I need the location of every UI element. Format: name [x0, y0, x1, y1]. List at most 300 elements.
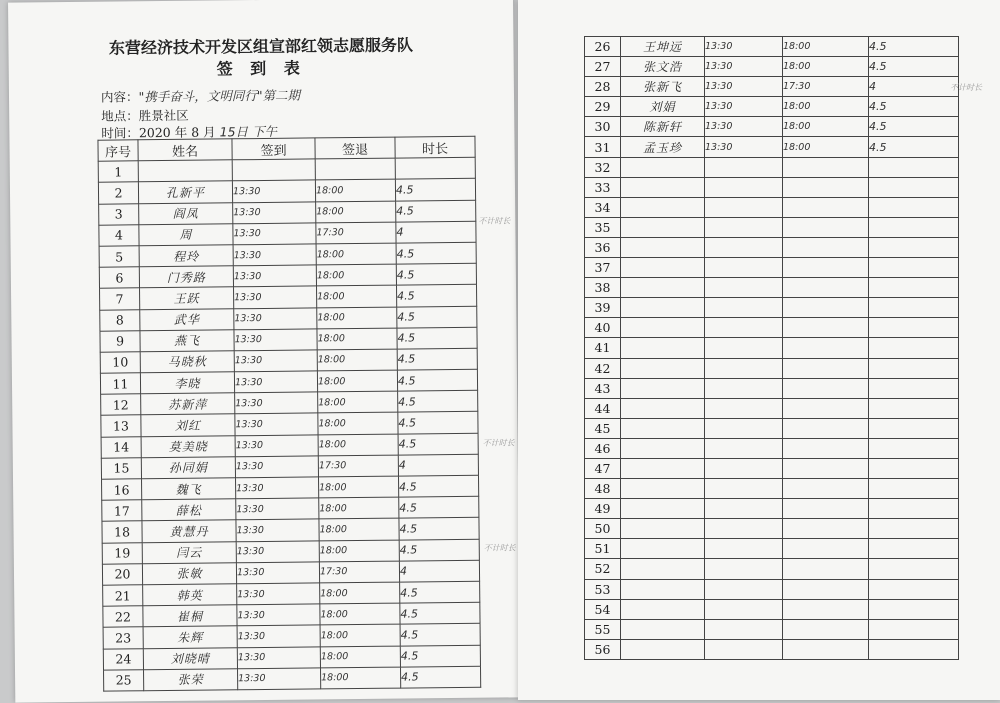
- row-sign-in: 13:30: [236, 562, 319, 584]
- row-sign-in: [705, 157, 783, 177]
- row-sign-in: 13:30: [234, 371, 317, 393]
- place-line: [101, 106, 189, 125]
- row-sign-out: 17:30: [319, 561, 399, 583]
- row-number: 3: [99, 203, 139, 225]
- row-duration: [869, 318, 959, 338]
- margin-note: 不计时长: [482, 438, 515, 448]
- row-sign-in: 13:30: [233, 244, 316, 266]
- table-row: [585, 318, 959, 338]
- row-duration: 4: [399, 560, 479, 582]
- row-number: 45: [585, 418, 621, 438]
- row-sign-in: [705, 479, 783, 499]
- row-name: [621, 258, 705, 278]
- row-duration: [869, 177, 959, 197]
- row-duration: 4.5: [396, 263, 476, 285]
- table-row: [585, 137, 959, 157]
- row-sign-out: 18:00: [319, 518, 399, 540]
- row-sign-out: [783, 298, 869, 318]
- margin-note: 不计时长: [478, 216, 511, 226]
- row-sign-in: [705, 519, 783, 539]
- row-sign-out: 18:00: [316, 264, 396, 286]
- row-sign-out: [783, 217, 869, 237]
- row-sign-in: 13:30: [233, 201, 316, 223]
- row-name: 黄慧丹: [142, 520, 236, 542]
- row-name: [621, 438, 705, 458]
- row-duration: [869, 237, 959, 257]
- row-duration: 4.5: [398, 475, 478, 497]
- row-number: 23: [103, 627, 143, 649]
- row-name: 张新飞: [621, 77, 705, 97]
- row-sign-in: [705, 438, 783, 458]
- row-name: [621, 398, 705, 418]
- content-label: 内容：: [100, 89, 139, 105]
- row-number: 1: [98, 161, 138, 183]
- row-sign-in: 13:30: [236, 477, 319, 499]
- table-row: [585, 438, 959, 458]
- row-number: 33: [585, 177, 621, 197]
- row-number: 25: [104, 669, 144, 691]
- row-sign-out: 18:00: [783, 117, 869, 137]
- row-name: 武华: [140, 308, 234, 330]
- row-number: 27: [585, 57, 621, 77]
- row-sign-out: [783, 378, 869, 398]
- row-sign-in: [705, 559, 783, 579]
- row-number: 10: [100, 352, 140, 374]
- row-duration: 4.5: [399, 539, 479, 561]
- row-duration: [869, 559, 959, 579]
- table-row: [585, 117, 959, 137]
- row-sign-in: 13:30: [235, 456, 318, 478]
- row-sign-in: [705, 458, 783, 478]
- row-sign-in: 13:30: [235, 435, 318, 457]
- row-duration: 4.5: [400, 666, 480, 688]
- row-duration: 4.5: [400, 645, 480, 667]
- row-duration: [869, 197, 959, 217]
- row-name: [621, 298, 705, 318]
- row-sign-in: 13:30: [235, 413, 318, 435]
- row-name: [621, 237, 705, 257]
- row-sign-out: [783, 458, 869, 478]
- row-number: 2: [98, 182, 138, 204]
- row-sign-out: [783, 438, 869, 458]
- row-duration: [869, 599, 959, 619]
- table-row: [585, 197, 959, 217]
- row-number: 28: [585, 77, 621, 97]
- row-sign-out: [783, 579, 869, 599]
- row-sign-out: 18:00: [316, 201, 396, 223]
- row-number: 14: [101, 436, 141, 458]
- header-duration: 时长: [395, 136, 475, 158]
- table-row: [585, 418, 959, 438]
- row-number: 50: [585, 519, 621, 539]
- row-duration: 4: [396, 221, 476, 243]
- row-sign-out: [783, 418, 869, 438]
- row-duration: [869, 217, 959, 237]
- row-sign-in: 13:30: [237, 604, 320, 626]
- row-name: 刘晓晴: [143, 647, 237, 669]
- row-duration: 4: [398, 454, 478, 476]
- table-row: [585, 217, 959, 237]
- row-sign-in: [705, 619, 783, 639]
- row-number: 51: [585, 539, 621, 559]
- row-sign-out: 18:00: [320, 624, 400, 646]
- row-name: 刘红: [141, 414, 235, 436]
- table-row: [585, 97, 959, 117]
- row-duration: [869, 639, 959, 659]
- row-sign-in: [705, 499, 783, 519]
- row-name: 苏新萍: [141, 393, 235, 415]
- row-name: [621, 479, 705, 499]
- table-row: [585, 519, 959, 539]
- row-number: 38: [585, 278, 621, 298]
- row-number: 5: [99, 246, 139, 268]
- row-name: 王坤远: [621, 37, 705, 57]
- row-sign-in: [232, 159, 315, 181]
- table-row: [104, 666, 481, 691]
- row-duration: 4.5: [869, 97, 959, 117]
- row-sign-out: [783, 177, 869, 197]
- row-number: 24: [103, 648, 143, 670]
- time-label: 时间：: [101, 125, 139, 141]
- row-sign-in: 13:30: [705, 77, 783, 97]
- row-duration: [869, 539, 959, 559]
- row-sign-in: 13:30: [234, 307, 317, 329]
- row-sign-in: 13:30: [237, 668, 320, 690]
- row-duration: [869, 338, 959, 358]
- margin-note: 不计时长: [950, 83, 982, 92]
- row-sign-in: [705, 418, 783, 438]
- row-duration: [869, 519, 959, 539]
- place-label: 地点：: [101, 108, 139, 124]
- row-number: 42: [585, 358, 621, 378]
- row-name: [621, 499, 705, 519]
- row-number: 55: [585, 619, 621, 639]
- row-sign-in: [705, 217, 783, 237]
- time-handwritten: 15日 下午: [219, 123, 278, 140]
- row-number: 17: [102, 500, 142, 522]
- table-row: [585, 37, 959, 57]
- header-name: 姓名: [138, 139, 232, 161]
- row-sign-out: 18:00: [318, 391, 398, 413]
- row-sign-out: [783, 519, 869, 539]
- row-name: [621, 559, 705, 579]
- table-row: [585, 258, 959, 278]
- row-number: 39: [585, 298, 621, 318]
- row-number: 6: [99, 267, 139, 289]
- row-duration: 4.5: [397, 327, 477, 349]
- table-row: [585, 499, 959, 519]
- row-number: 4: [99, 225, 139, 247]
- row-sign-out: 18:00: [320, 646, 400, 668]
- row-number: 34: [585, 197, 621, 217]
- row-number: 37: [585, 258, 621, 278]
- row-name: [621, 278, 705, 298]
- row-number: 21: [103, 585, 143, 607]
- row-number: 35: [585, 217, 621, 237]
- row-duration: [869, 358, 959, 378]
- row-name: 孙同娟: [141, 457, 235, 479]
- row-name: [138, 160, 232, 182]
- row-sign-in: [705, 639, 783, 659]
- row-sign-in: 13:30: [705, 117, 783, 137]
- row-number: 13: [101, 415, 141, 437]
- row-sign-out: 18:00: [318, 413, 398, 435]
- row-duration: [869, 418, 959, 438]
- row-sign-in: [705, 378, 783, 398]
- table-row: [585, 237, 959, 257]
- row-name: [621, 358, 705, 378]
- row-duration: [869, 579, 959, 599]
- row-number: 31: [585, 137, 621, 157]
- row-sign-out: [783, 358, 869, 378]
- row-sign-out: 18:00: [320, 582, 400, 604]
- row-duration: [869, 378, 959, 398]
- row-name: 崔桐: [143, 605, 237, 627]
- table-row: [585, 559, 959, 579]
- row-duration: [869, 438, 959, 458]
- row-sign-out: [783, 539, 869, 559]
- row-sign-out: 18:00: [783, 57, 869, 77]
- row-sign-in: [705, 398, 783, 418]
- document-subtitle: 签 到 表: [216, 58, 306, 79]
- row-sign-in: [705, 599, 783, 619]
- row-name: 刘娟: [621, 97, 705, 117]
- row-name: [621, 177, 705, 197]
- row-name: [621, 519, 705, 539]
- row-duration: 4.5: [398, 412, 478, 434]
- row-duration: 4.5: [396, 285, 476, 307]
- row-duration: 4.5: [397, 348, 477, 370]
- table-row: [585, 599, 959, 619]
- row-sign-in: 13:30: [237, 646, 320, 668]
- table-row: [585, 479, 959, 499]
- row-name: 马晓秋: [140, 351, 234, 373]
- row-number: 15: [101, 458, 141, 480]
- row-duration: 4.5: [399, 518, 479, 540]
- row-sign-in: [705, 278, 783, 298]
- row-name: 王跃: [140, 287, 234, 309]
- row-name: [621, 619, 705, 639]
- table-row: [585, 579, 959, 599]
- row-name: 孟玉珍: [621, 137, 705, 157]
- row-name: 燕飞: [140, 329, 234, 351]
- row-sign-in: 13:30: [232, 180, 315, 202]
- row-number: 22: [103, 606, 143, 628]
- row-name: [621, 157, 705, 177]
- row-sign-out: 18:00: [317, 370, 397, 392]
- row-sign-out: 17:30: [318, 455, 398, 477]
- row-number: 19: [102, 542, 142, 564]
- document-title: 东营经济技术开发区组宣部红领志愿服务队: [108, 35, 414, 58]
- row-duration: 4.5: [399, 496, 479, 518]
- row-number: 9: [100, 330, 140, 352]
- row-number: 16: [102, 479, 142, 501]
- row-sign-in: [705, 298, 783, 318]
- row-name: 张敏: [142, 563, 236, 585]
- row-duration: [869, 258, 959, 278]
- table-row: [585, 298, 959, 318]
- row-sign-out: [783, 398, 869, 418]
- row-duration: [869, 278, 959, 298]
- row-name: 门秀路: [139, 266, 233, 288]
- row-sign-out: [315, 158, 395, 180]
- row-sign-out: 18:00: [319, 540, 399, 562]
- row-duration: [869, 458, 959, 478]
- row-sign-out: [783, 559, 869, 579]
- content-line: [101, 86, 300, 106]
- row-number: 56: [585, 639, 621, 659]
- row-sign-in: [705, 237, 783, 257]
- row-sign-out: 18:00: [783, 37, 869, 57]
- table-row: [585, 57, 959, 77]
- row-name: 莫美晓: [141, 435, 235, 457]
- row-sign-out: [783, 599, 869, 619]
- row-sign-in: 13:30: [236, 540, 319, 562]
- row-sign-in: 13:30: [234, 329, 317, 351]
- row-sign-in: 13:30: [705, 97, 783, 117]
- row-name: [621, 418, 705, 438]
- table-row: [585, 458, 959, 478]
- row-number: 54: [585, 599, 621, 619]
- row-sign-in: 13:30: [237, 625, 320, 647]
- row-sign-out: 17:30: [316, 222, 396, 244]
- row-name: 韩英: [143, 584, 237, 606]
- row-name: 张荣: [144, 668, 238, 690]
- table-row: [585, 157, 959, 177]
- row-sign-in: 13:30: [236, 498, 319, 520]
- row-number: 41: [585, 338, 621, 358]
- row-sign-out: [783, 479, 869, 499]
- row-name: [621, 539, 705, 559]
- row-number: 43: [585, 378, 621, 398]
- row-name: [621, 639, 705, 659]
- row-sign-out: [783, 639, 869, 659]
- row-sign-in: 13:30: [705, 57, 783, 77]
- row-duration: 4.5: [869, 137, 959, 157]
- row-number: 30: [585, 117, 621, 137]
- row-sign-out: [783, 318, 869, 338]
- row-duration: 4.5: [869, 57, 959, 77]
- row-sign-in: 13:30: [234, 350, 317, 372]
- row-duration: [869, 499, 959, 519]
- row-name: 程玲: [139, 245, 233, 267]
- row-number: 12: [101, 394, 141, 416]
- table-row: [585, 338, 959, 358]
- row-duration: [395, 157, 475, 179]
- row-number: 44: [585, 398, 621, 418]
- row-sign-out: 18:00: [315, 179, 395, 201]
- row-sign-in: [705, 358, 783, 378]
- row-name: 薛松: [142, 499, 236, 521]
- table-row: [585, 539, 959, 559]
- row-sign-out: 18:00: [317, 285, 397, 307]
- row-sign-in: 13:30: [233, 265, 316, 287]
- table-row: [585, 358, 959, 378]
- margin-note: 不计时长: [483, 543, 516, 553]
- row-number: 7: [100, 288, 140, 310]
- row-sign-out: 18:00: [318, 476, 398, 498]
- row-number: 20: [102, 564, 142, 586]
- row-name: 阎凤: [139, 202, 233, 224]
- row-duration: 4.5: [397, 306, 477, 328]
- row-sign-out: [783, 499, 869, 519]
- table-row: [585, 378, 959, 398]
- row-duration: 4.5: [398, 433, 478, 455]
- row-duration: [869, 479, 959, 499]
- table-row: [585, 278, 959, 298]
- row-sign-in: 13:30: [233, 223, 316, 245]
- row-duration: 4.5: [396, 200, 476, 222]
- table-row: [585, 619, 959, 639]
- place-value: 胜景社区: [138, 107, 189, 124]
- row-name: [621, 458, 705, 478]
- row-name: [621, 338, 705, 358]
- header-number: 序号: [98, 140, 138, 162]
- row-number: 40: [585, 318, 621, 338]
- row-number: 48: [585, 479, 621, 499]
- row-sign-out: 18:00: [783, 137, 869, 157]
- row-duration: 4.5: [398, 390, 478, 412]
- row-number: 11: [100, 373, 140, 395]
- row-sign-in: [705, 177, 783, 197]
- row-number: 26: [585, 37, 621, 57]
- row-sign-out: [783, 237, 869, 257]
- row-number: 36: [585, 237, 621, 257]
- row-duration: [869, 398, 959, 418]
- row-name: [621, 217, 705, 237]
- content-value: "携手奋斗，文明同行"第二期: [138, 87, 301, 105]
- row-number: 52: [585, 559, 621, 579]
- row-sign-out: [783, 338, 869, 358]
- row-sign-out: 18:00: [317, 328, 397, 350]
- row-number: 53: [585, 579, 621, 599]
- row-sign-out: 18:00: [317, 307, 397, 329]
- row-name: 李晓: [140, 372, 234, 394]
- row-duration: 4.5: [869, 117, 959, 137]
- row-sign-out: [783, 157, 869, 177]
- row-sign-out: 18:00: [316, 243, 396, 265]
- row-duration: 4.5: [396, 242, 476, 264]
- row-sign-out: 18:00: [318, 434, 398, 456]
- time-value: 2020 年 8 月: [138, 124, 216, 141]
- row-sign-in: [705, 539, 783, 559]
- table-row: [585, 639, 959, 659]
- row-duration: [869, 298, 959, 318]
- row-name: [621, 378, 705, 398]
- row-sign-in: [705, 197, 783, 217]
- row-duration: 4.5: [869, 37, 959, 57]
- header-sign-in: 签到: [232, 138, 315, 160]
- row-sign-in: [705, 258, 783, 278]
- row-number: 46: [585, 438, 621, 458]
- row-sign-out: 18:00: [320, 603, 400, 625]
- row-sign-out: [783, 197, 869, 217]
- row-duration: 4.5: [400, 581, 480, 603]
- row-sign-in: 13:30: [234, 286, 317, 308]
- row-sign-in: 13:30: [237, 583, 320, 605]
- row-sign-in: 13:30: [235, 392, 318, 414]
- row-sign-out: [783, 258, 869, 278]
- row-name: [621, 197, 705, 217]
- row-sign-in: 13:30: [236, 519, 319, 541]
- row-name: 闫云: [142, 541, 236, 563]
- row-name: 朱辉: [143, 626, 237, 648]
- table-row: [585, 398, 959, 418]
- row-duration: 4: [869, 77, 959, 97]
- row-name: [621, 599, 705, 619]
- table-row: [585, 177, 959, 197]
- row-sign-out: 18:00: [783, 97, 869, 117]
